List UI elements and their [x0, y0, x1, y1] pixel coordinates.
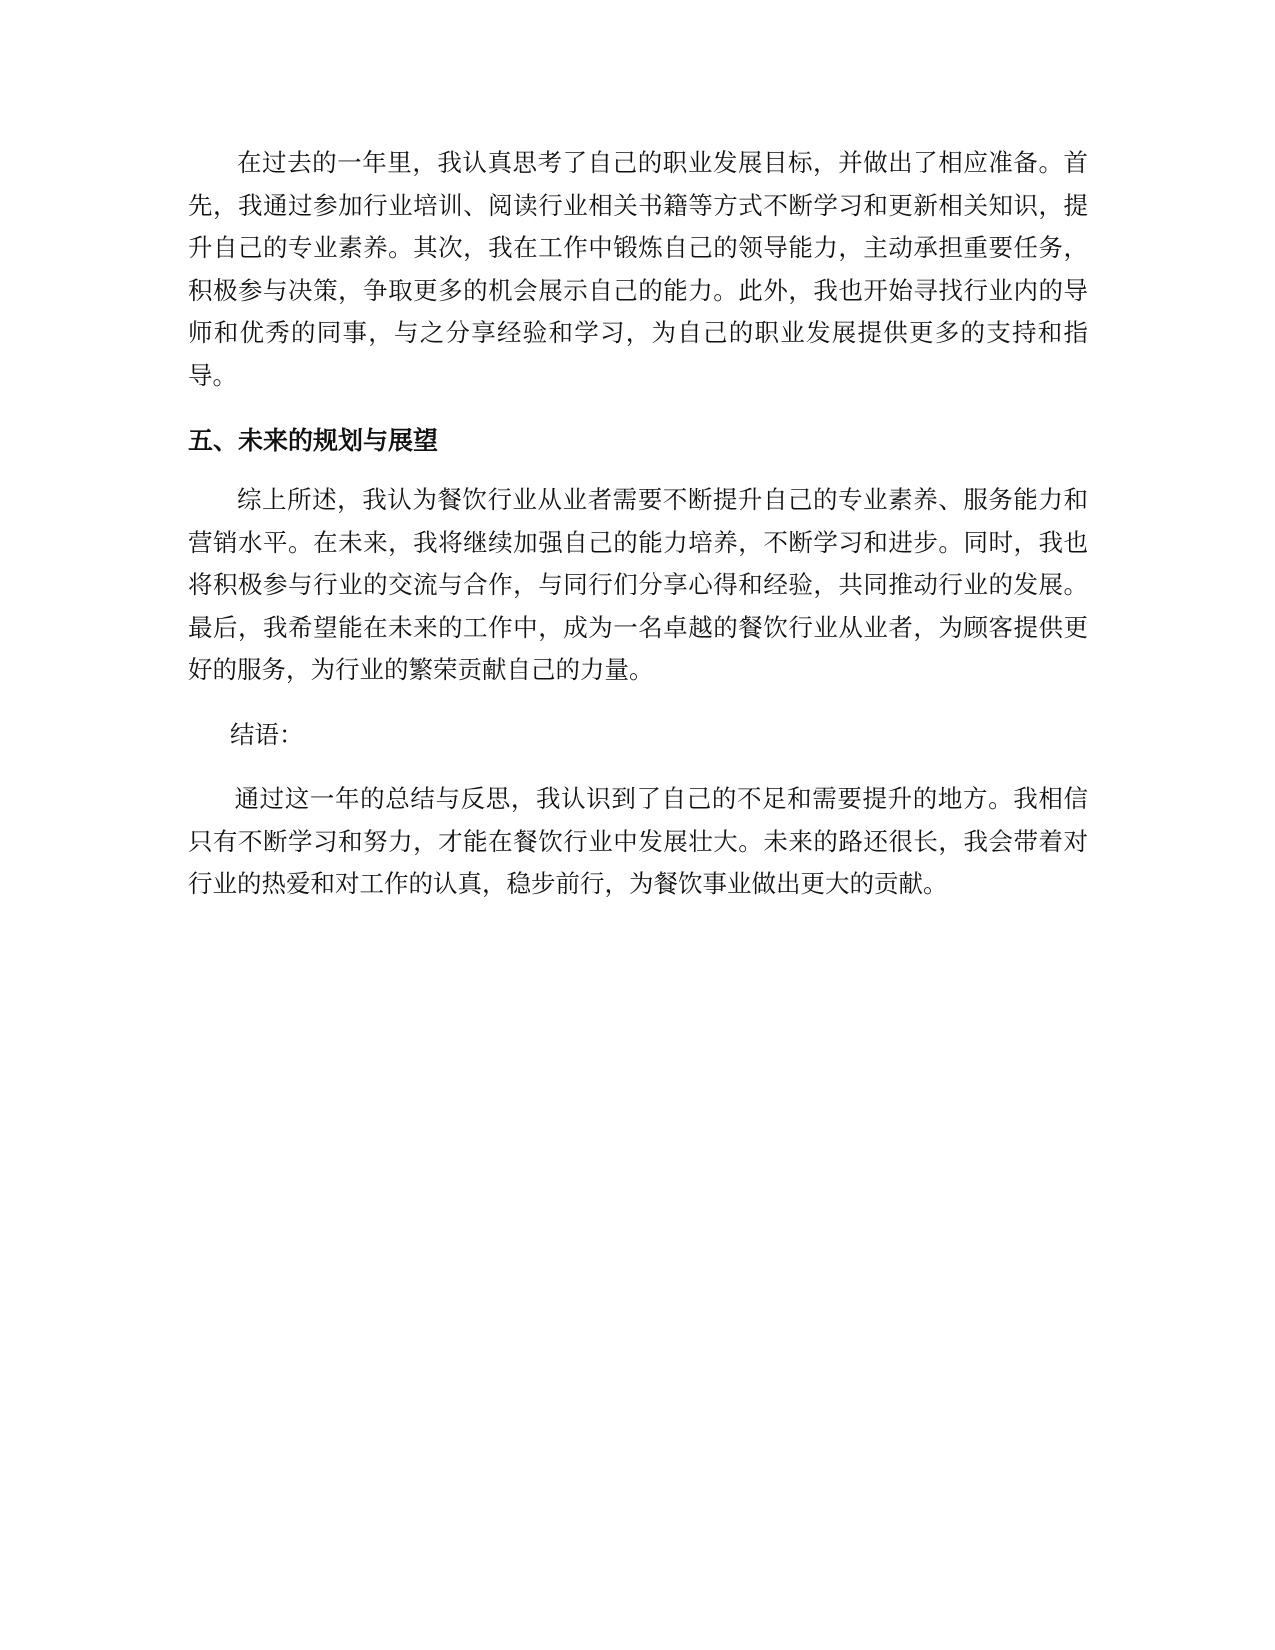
paragraph-conclusion: 通过这一年的总结与反思，我认识到了自己的不足和需要提升的地方。我相信只有不断学习和努力，才能在餐饮行业中发展壮大。未来的路还很长，我会带着对行业的热爱和对工作的认真，稳步前行，为餐饮事业做出更大的贡献。	[188, 784, 1088, 898]
section-heading: 五、未来的规划与展望	[188, 426, 439, 455]
document-page	[188, 142, 1088, 906]
closing-label: 结语：	[230, 719, 304, 749]
paragraph-future-plan: 综上所述，我认为餐饮行业从业者需要不断提升自己的专业素养、服务能力和营销水平。在未来，我将继续加强自己的能力培养，不断学习和进步。同时，我也将积极参与行业的交流与合作，与同行们分享心得和经验，共同推动行业的发展。最后，我希望能在未来的工作中，成为一名卓越的餐饮行业从业者，为顾客提供更好的服务，为行业的繁荣贡献自己的力量。	[188, 485, 1088, 684]
paragraph-career-preparation: 在过去的一年里，我认真思考了自己的职业发展目标，并做出了相应准备。首先，我通过参加行业培训、阅读行业相关书籍等方式不断学习和更新相关知识，提升自己的专业素养。其次，我在工作中锻炼自己的领导能力，主动承担重要任务，积极参与决策，争取更多的机会展示自己的能力。此外，我也开始寻找行业内的导师和优秀的同事，与之分享经验和学习，为自己的职业发展提供更多的支持和指导。	[188, 148, 1088, 390]
